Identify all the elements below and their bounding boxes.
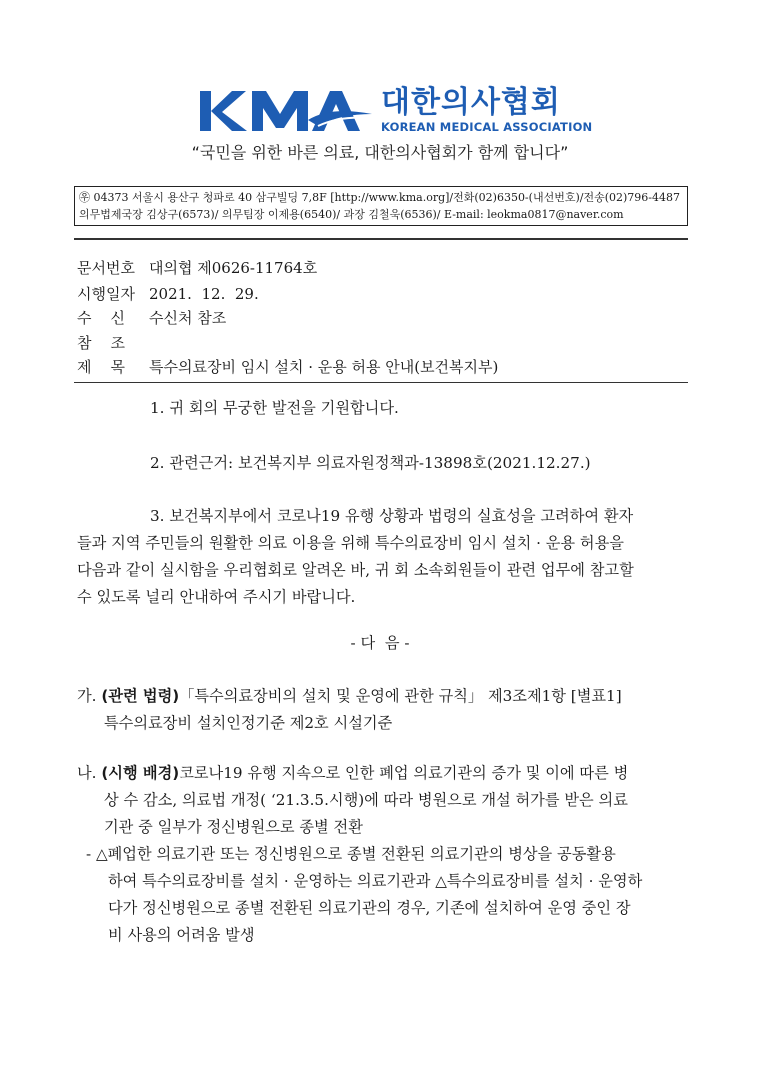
- kma-logo-icon: [200, 88, 375, 134]
- contact-line-1: ㉾ 04373 서울시 용산구 청파로 40 삼구빌딩 7,8F [http://www.kma.org]/전화(02)6350-(내선번호)/전송(02)796-4487: [79, 191, 680, 204]
- recipient-row: [77, 308, 226, 328]
- slogan: “국민을 위한 바른 의료, 대한의사협회가 함께 합니다”: [191, 143, 569, 162]
- date-value: 2021. 12. 29.: [149, 285, 259, 303]
- paragraph-2: 2. 관련근거: 보건복지부 의료자원정책과-13898호(2021.12.27.): [150, 454, 591, 472]
- date-label: 시행일자: [77, 285, 135, 303]
- sub-item-line-1: - △폐업한 의료기관 또는 정신병원으로 종별 전환된 의료기관의 병상을 공동활용: [86, 845, 616, 863]
- subject-value: 특수의료장비 임시 설치 · 운용 허용 안내(보건복지부): [149, 358, 499, 376]
- sub-item-line-3: 다가 정신병원으로 종별 전환된 의료기관의 경우, 기존에 설치하여 운영 중인 장: [108, 899, 631, 917]
- subject-row: [77, 357, 498, 377]
- paragraph-3-line-2: 들과 지역 주민들의 원활한 의료 이용을 위해 특수의료장비 임시 설치 · 운용 허용을: [77, 534, 624, 552]
- recipient-label: 수 신: [77, 309, 126, 327]
- item-ga-prefix: 가.: [77, 687, 97, 705]
- reference-label: 참 조: [77, 334, 126, 352]
- sub-item-line-2: 하여 특수의료장비를 설치 · 운영하는 의료기관과 △특수의료장비를 설치 · 운영하: [108, 872, 643, 890]
- item-ga-line-2: 특수의료장비 설치인정기준 제2호 시설기준: [104, 714, 393, 732]
- subject-label: 제 목: [77, 358, 126, 376]
- reference-row: [77, 333, 149, 353]
- logo-english-name: KOREAN MEDICAL ASSOCIATION: [381, 120, 593, 135]
- header-divider: [74, 238, 688, 240]
- item-na-text: 코로나19 유행 지속으로 인한 폐업 의료기관의 증가 및 이에 따른 병: [179, 764, 629, 782]
- doc-number-label: 문서번호: [77, 259, 135, 277]
- item-na-prefix: 나.: [77, 764, 97, 782]
- item-na-heading: (시행 배경): [101, 764, 180, 782]
- date-row: [77, 284, 259, 304]
- meta-divider: [74, 382, 688, 383]
- doc-number-row: [77, 258, 317, 278]
- item-ga-line-1: [77, 683, 622, 710]
- paragraph-1: 1. 귀 회의 무궁한 발전을 기원합니다.: [150, 399, 399, 417]
- item-na-line-2: 상 수 감소, 의료법 개정( ‘21.3.5.시행)에 따라 병원으로 개설 허가를 받은 의료: [104, 791, 628, 809]
- paragraph-3-line-4: 수 있도록 널리 안내하여 주시기 바랍니다.: [77, 588, 356, 606]
- paragraph-3-line-3: 다음과 같이 실시함을 우리협회로 알려온 바, 귀 회 소속회원들이 관련 업무에 참고할: [77, 561, 634, 579]
- recipient-value: 수신처 참조: [149, 309, 227, 327]
- item-ga-text: 「특수의료장비의 설치 및 운영에 관한 규칙」 제3조제1항 [별표1]: [179, 687, 622, 705]
- contact-info-box: [74, 186, 688, 226]
- section-separator: - 다 음 -: [350, 634, 410, 652]
- doc-number-value: 대의협 제0626-11764호: [149, 259, 318, 277]
- item-ga-heading: (관련 법령): [101, 687, 180, 705]
- paragraph-3-line-1: 3. 보건복지부에서 코로나19 유행 상황과 법령의 실효성을 고려하여 환자: [150, 507, 634, 525]
- contact-line-2: 의무법제국장 김상구(6573)/ 의무팀장 이제용(6540)/ 과장 김철욱(6536)/ E-mail: leokma0817@naver.com: [79, 208, 624, 221]
- logo-korean-name: 대한의사협회: [381, 85, 561, 121]
- sub-item-line-4: 비 사용의 어려움 발생: [108, 926, 255, 944]
- item-na-line-1: [77, 760, 628, 787]
- kma-logo: [200, 86, 592, 136]
- item-na-line-3: 기관 중 일부가 정신병원으로 종별 전환: [104, 818, 363, 836]
